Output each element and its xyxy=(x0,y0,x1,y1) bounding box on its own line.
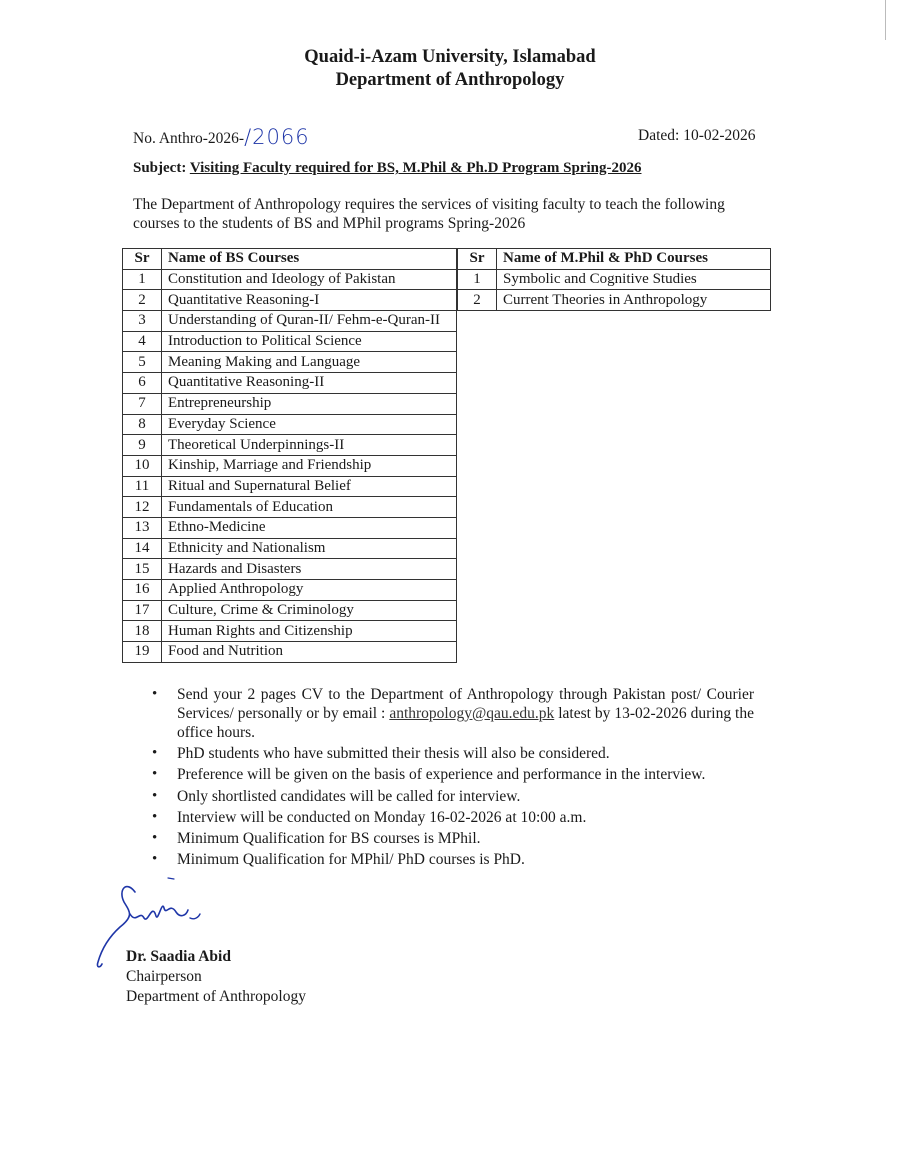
column-header-course: Name of BS Courses xyxy=(162,249,457,270)
sr-cell: 1 xyxy=(458,269,497,290)
sr-cell: 12 xyxy=(123,497,162,518)
course-cell: Human Rights and Citizenship xyxy=(162,621,457,642)
sr-cell: 14 xyxy=(123,538,162,559)
instruction-item: • PhD students who have submitted their thesis will also be considered. xyxy=(150,744,754,763)
table-row xyxy=(123,580,457,601)
table-row xyxy=(123,311,457,332)
instruction-text: Send your 2 pages CV to the Department of Anthropology through Pakistan post/ Courier Services/ personally or by email : xyxy=(177,686,754,722)
course-cell: Ethno-Medicine xyxy=(162,517,457,538)
course-cell: Ritual and Supernatural Belief xyxy=(162,476,457,497)
email-link[interactable]: anthropology@qau.edu.pk xyxy=(389,705,555,722)
instruction-item xyxy=(150,685,754,742)
subject-text: Visiting Faculty required for BS, M.Phil & Ph.D Program Spring-2026 xyxy=(189,160,642,176)
course-cell: Applied Anthropology xyxy=(162,580,457,601)
sr-cell: 2 xyxy=(123,290,162,311)
sr-cell: 8 xyxy=(123,414,162,435)
course-cell: Constitution and Ideology of Pakistan xyxy=(162,269,457,290)
sr-cell: 13 xyxy=(123,517,162,538)
table-row xyxy=(123,642,457,663)
course-cell: Introduction to Political Science xyxy=(162,331,457,352)
course-cell: Current Theories in Anthropology xyxy=(497,290,771,311)
instruction-item: • Only shortlisted candidates will be called for interview. xyxy=(150,787,754,806)
university-title: Quaid-i-Azam University, Islamabad xyxy=(304,47,596,67)
course-cell: Theoretical Underpinnings-II xyxy=(162,435,457,456)
instruction-text: latest by 13-02-2026 during the office hours. xyxy=(177,705,754,741)
course-cell: Culture, Crime & Criminology xyxy=(162,600,457,621)
date: Dated: 10-02-2026 xyxy=(638,127,756,144)
sr-cell: 16 xyxy=(123,580,162,601)
course-cell: Everyday Science xyxy=(162,414,457,435)
course-cell: Symbolic and Cognitive Studies xyxy=(497,269,771,290)
signatory-name: Dr. Saadia Abid xyxy=(126,948,231,965)
table-row xyxy=(123,600,457,621)
table-row xyxy=(123,435,457,456)
table-row xyxy=(123,517,457,538)
course-cell: Hazards and Disasters xyxy=(162,559,457,580)
signatory-title: Chairperson xyxy=(126,968,202,985)
table-row xyxy=(123,393,457,414)
reference-prefix: No. Anthro-2026- xyxy=(133,130,245,147)
sr-cell: 5 xyxy=(123,352,162,373)
course-cell: Quantitative Reasoning-I xyxy=(162,290,457,311)
instruction-item: • Minimum Qualification for BS courses is MPhil. xyxy=(150,829,754,848)
table-row xyxy=(123,352,457,373)
instruction-item: • Minimum Qualification for MPhil/ PhD courses is PhD. xyxy=(150,850,754,869)
sr-cell: 15 xyxy=(123,559,162,580)
sr-cell: 4 xyxy=(123,331,162,352)
signatory-block xyxy=(126,947,306,1007)
instruction-item: • Preference will be given on the basis of experience and performance in the interview. xyxy=(150,765,754,784)
course-cell: Fundamentals of Education xyxy=(162,497,457,518)
course-cell: Kinship, Marriage and Friendship xyxy=(162,455,457,476)
course-cell: Meaning Making and Language xyxy=(162,352,457,373)
column-header-sr: Sr xyxy=(458,249,497,270)
scan-edge xyxy=(885,0,886,40)
sr-cell: 9 xyxy=(123,435,162,456)
sr-cell: 10 xyxy=(123,455,162,476)
table-header-row xyxy=(123,249,457,270)
handwritten-number: /2066 xyxy=(244,125,310,149)
sr-cell: 11 xyxy=(123,476,162,497)
sr-cell: 19 xyxy=(123,642,162,663)
table-row xyxy=(123,269,457,290)
reference-number xyxy=(133,124,310,148)
department-title: Department of Anthropology xyxy=(335,70,565,90)
table-row xyxy=(123,476,457,497)
table-row xyxy=(123,331,457,352)
sr-cell: 2 xyxy=(458,290,497,311)
sr-cell: 17 xyxy=(123,600,162,621)
table-header-row xyxy=(458,249,771,270)
column-header-course: Name of M.Phil & PhD Courses xyxy=(497,249,771,270)
course-cell: Food and Nutrition xyxy=(162,642,457,663)
table-row xyxy=(123,290,457,311)
table-row xyxy=(123,621,457,642)
sr-cell: 3 xyxy=(123,311,162,332)
table-row xyxy=(458,269,771,290)
mphil-phd-courses-table xyxy=(457,248,771,311)
table-row xyxy=(123,414,457,435)
instructions-list xyxy=(150,685,754,871)
signatory-department: Department of Anthropology xyxy=(126,988,306,1005)
instruction-item: • Interview will be conducted on Monday 16-02-2026 at 10:00 a.m. xyxy=(150,808,754,827)
course-cell: Understanding of Quran-II/ Fehm-e-Quran-II xyxy=(162,311,457,332)
course-cell: Entrepreneurship xyxy=(162,393,457,414)
sr-cell: 18 xyxy=(123,621,162,642)
subject-line xyxy=(133,160,641,177)
sr-cell: 1 xyxy=(123,269,162,290)
intro-paragraph: The Department of Anthropology requires the services of visiting faculty to teach the following courses to the students of BS and MPhil programs Spring-2026 xyxy=(133,196,725,232)
table-row xyxy=(123,455,457,476)
sr-cell: 6 xyxy=(123,373,162,394)
course-cell: Ethnicity and Nationalism xyxy=(162,538,457,559)
table-row xyxy=(123,538,457,559)
table-row xyxy=(123,373,457,394)
table-row xyxy=(458,290,771,311)
table-row xyxy=(123,559,457,580)
sr-cell: 7 xyxy=(123,393,162,414)
course-cell: Quantitative Reasoning-II xyxy=(162,373,457,394)
table-row xyxy=(123,497,457,518)
column-header-sr: Sr xyxy=(123,249,162,270)
subject-label: Subject: xyxy=(133,160,187,176)
bs-courses-table xyxy=(122,248,457,663)
